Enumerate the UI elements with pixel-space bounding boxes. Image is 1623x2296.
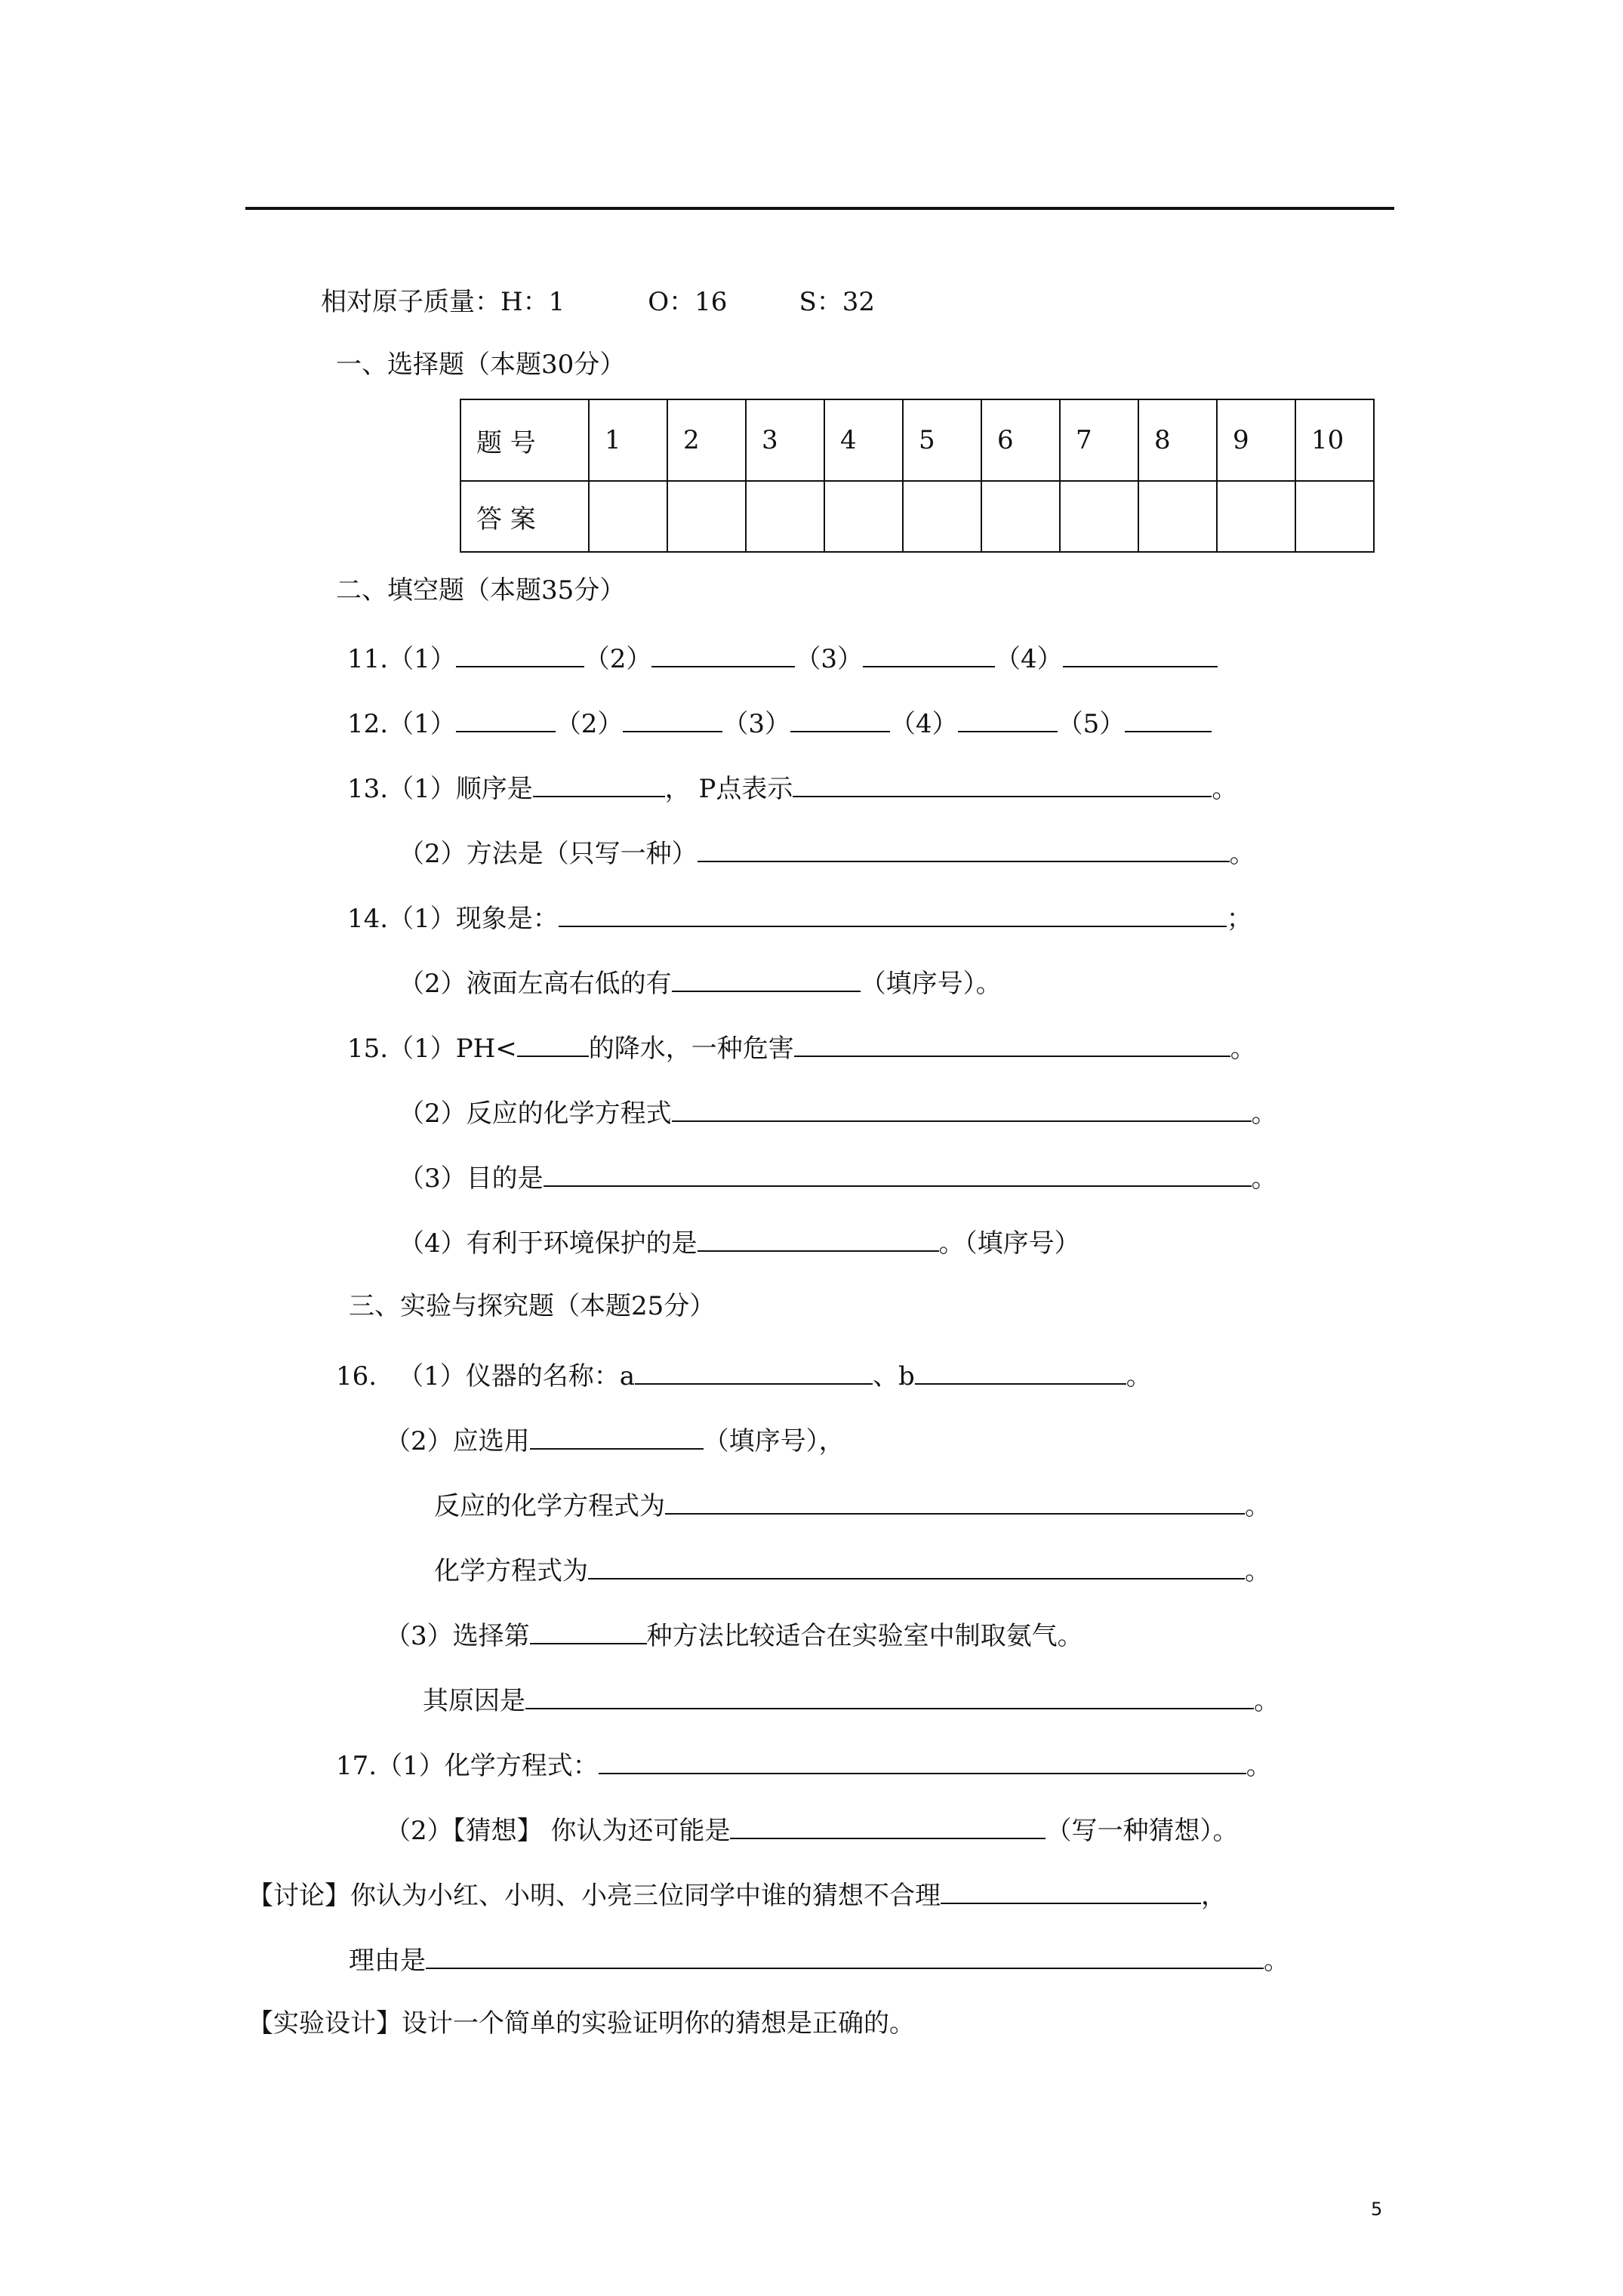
period: 。 (1251, 1099, 1277, 1129)
blank-field[interactable] (635, 1359, 873, 1385)
table-col-1: 1 (589, 399, 667, 481)
q14-phenomenon-label: （1）现象是： (388, 904, 559, 934)
q11-part2: （2） (584, 644, 652, 674)
atomic-mass-line (321, 287, 875, 317)
blank-field[interactable] (698, 837, 1230, 862)
q13-method-label: （2）方法是（只写一种） (399, 839, 698, 869)
question-14-line-2 (399, 966, 1002, 999)
answer-cell[interactable] (1138, 481, 1217, 552)
question-16-line-2 (385, 1424, 845, 1456)
q14-liquid-label: （2）液面左高右低的有 (399, 969, 672, 999)
q12-part2: （2） (555, 709, 624, 739)
question-16-line-4 (434, 1554, 1270, 1586)
answer-cell[interactable] (903, 481, 981, 552)
section-1-title: 一、选择题（本题30分） (336, 350, 626, 380)
period: 。 (1264, 1946, 1289, 1976)
period: 。 (1230, 1034, 1256, 1064)
blank-field[interactable] (544, 1161, 1252, 1187)
blank-field[interactable] (672, 966, 861, 992)
blank-field[interactable] (730, 1814, 1046, 1839)
q12-part1: （1） (388, 709, 456, 739)
blank-field[interactable] (426, 1943, 1264, 1969)
answer-cell[interactable] (746, 481, 824, 552)
q13-p-label: ， P点表示 (664, 774, 793, 804)
answer-cell[interactable] (1060, 481, 1138, 552)
table-col-3: 3 (746, 399, 824, 481)
q11-number: 11. (347, 644, 389, 674)
q16-method-suffix: 种方法比较适合在实验室中制取氨气。 (646, 1621, 1083, 1651)
blank-field[interactable] (793, 772, 1212, 797)
q17-guess-hint: （写一种猜想）。 (1046, 1816, 1239, 1846)
q15-purpose-label: （3）目的是 (399, 1163, 544, 1194)
answer-cell[interactable] (981, 481, 1060, 552)
question-15-line-1 (347, 1031, 1256, 1064)
table-header-label: 题 号 (460, 399, 589, 481)
q14-number: 14. (347, 904, 389, 934)
period: 。 (1246, 1751, 1272, 1781)
question-17-line-1 (336, 1749, 1272, 1781)
q16-instrument-label: （1）仪器的名称：a (398, 1361, 635, 1391)
table-col-4: 4 (824, 399, 903, 481)
q17-discussion-label: 【讨论】你认为小红、小明、小亮三位同学中谁的猜想不合理 (248, 1881, 941, 1911)
question-17-reason (349, 1943, 1289, 1976)
blank-field[interactable] (559, 901, 1227, 927)
blank-field[interactable] (941, 1878, 1201, 1904)
q11-part1: （1） (388, 644, 456, 674)
blank-field[interactable] (533, 772, 665, 797)
blank-field[interactable] (958, 707, 1058, 732)
blank-field[interactable] (1125, 707, 1212, 732)
q12-number: 12. (347, 709, 389, 739)
answer-cell[interactable] (1295, 481, 1374, 552)
page-number: 5 (1371, 2199, 1383, 2220)
table-col-5: 5 (903, 399, 981, 481)
blank-field[interactable] (530, 1619, 647, 1644)
answer-cell[interactable] (1217, 481, 1295, 552)
q16-fill-hint: （填序号）， (703, 1426, 845, 1456)
answer-cell[interactable] (824, 481, 903, 552)
atomic-mass-s: S：32 (799, 287, 875, 317)
q17-number: 17. (336, 1751, 377, 1781)
question-13-line-2 (399, 837, 1255, 869)
atomic-mass-o: O：16 (648, 287, 728, 317)
semicolon: ； (1226, 904, 1252, 934)
period: 。 (1245, 1491, 1270, 1521)
question-12 (347, 707, 1212, 739)
q16-equation-label: 化学方程式为 (434, 1556, 588, 1586)
q15-fill-hint: 。（填序号） (938, 1228, 1080, 1259)
blank-field[interactable] (599, 1749, 1246, 1774)
q11-part3: （3） (795, 644, 863, 674)
blank-field[interactable] (651, 642, 795, 667)
section-3-title: 三、实验与探究题（本题25分） (349, 1291, 716, 1321)
blank-field[interactable] (588, 1554, 1245, 1579)
section-2-title: 二、填空题（本题35分） (336, 575, 626, 606)
blank-field[interactable] (698, 1226, 939, 1252)
blank-field[interactable] (517, 1031, 589, 1057)
q16-reason-label: 其原因是 (423, 1686, 525, 1716)
table-col-2: 2 (667, 399, 746, 481)
question-16-line-5 (385, 1619, 1083, 1651)
question-14-line-1 (347, 901, 1252, 934)
q17-reason-label: 理由是 (349, 1946, 426, 1976)
table-col-6: 6 (981, 399, 1060, 481)
question-15-line-2 (399, 1096, 1277, 1129)
table-col-8: 8 (1138, 399, 1217, 481)
answer-cell[interactable] (589, 481, 667, 552)
question-17-discussion (248, 1878, 1227, 1911)
q16-method-choice-label: （3）选择第 (385, 1621, 530, 1651)
period: 。 (1251, 1163, 1277, 1194)
question-16-line-1 (336, 1359, 1152, 1391)
q12-part5: （5） (1057, 709, 1126, 739)
q17-equation-label: （1）化学方程式： (377, 1751, 599, 1781)
blank-field[interactable] (672, 1096, 1252, 1122)
q15-ph-label: （1）PH< (388, 1034, 517, 1064)
atomic-mass-h: H：1 (500, 287, 565, 317)
question-16-line-3 (434, 1489, 1270, 1521)
question-17-design: 【实验设计】设计一个简单的实验证明你的猜想是正确的。 (248, 2008, 915, 2039)
q15-equation-label: （2）反应的化学方程式 (399, 1099, 672, 1129)
q12-part3: （3） (722, 709, 790, 739)
question-17-line-2 (385, 1814, 1238, 1846)
comma: ， (1201, 1881, 1227, 1911)
answer-table (460, 399, 1375, 553)
q16-reaction-label: 反应的化学方程式为 (434, 1491, 665, 1521)
table-col-9: 9 (1217, 399, 1295, 481)
question-15-line-4 (399, 1226, 1080, 1259)
blank-field[interactable] (530, 1424, 704, 1450)
blank-field[interactable] (794, 1031, 1230, 1057)
blank-field[interactable] (665, 1489, 1245, 1515)
question-13-line-1 (347, 772, 1237, 804)
q15-harm-label: 的降水，一种危害 (588, 1034, 794, 1064)
q12-part4: （4） (890, 709, 958, 739)
table-col-7: 7 (1060, 399, 1138, 481)
table-col-10: 10 (1295, 399, 1374, 481)
blank-field[interactable] (915, 1359, 1126, 1385)
blank-field[interactable] (1063, 642, 1218, 667)
blank-field[interactable] (525, 1684, 1254, 1709)
q13-number: 13. (347, 774, 389, 804)
blank-field[interactable] (790, 707, 890, 732)
q17-guess-label: （2）【猜想】 你认为还可能是 (385, 1816, 731, 1846)
q11-part4: （4） (995, 644, 1063, 674)
question-15-line-3 (399, 1161, 1277, 1194)
answer-cell[interactable] (667, 481, 746, 552)
question-11 (347, 642, 1218, 674)
q15-env-label: （4）有利于环境保护的是 (399, 1228, 698, 1259)
blank-field[interactable] (623, 707, 722, 732)
table-answer-label: 答 案 (460, 481, 589, 552)
atomic-mass-label: 相对原子质量： (321, 287, 500, 317)
period: 。 (1212, 774, 1238, 804)
q13-order-label: （1）顺序是 (388, 774, 533, 804)
header-rule (245, 207, 1394, 210)
q16-number: 16. (336, 1361, 377, 1391)
q16-select-label: （2）应选用 (385, 1426, 530, 1456)
blank-field[interactable] (863, 642, 995, 667)
question-16-line-6 (423, 1684, 1280, 1716)
blank-field[interactable] (456, 642, 584, 667)
period: 。 (1126, 1361, 1152, 1391)
period: 。 (1229, 839, 1255, 869)
q16-b-label: 、b (872, 1361, 915, 1391)
period: 。 (1245, 1556, 1270, 1586)
period: 。 (1254, 1686, 1280, 1716)
blank-field[interactable] (456, 707, 556, 732)
q15-number: 15. (347, 1034, 389, 1064)
q14-fill-hint: （填序号）。 (860, 969, 1002, 999)
